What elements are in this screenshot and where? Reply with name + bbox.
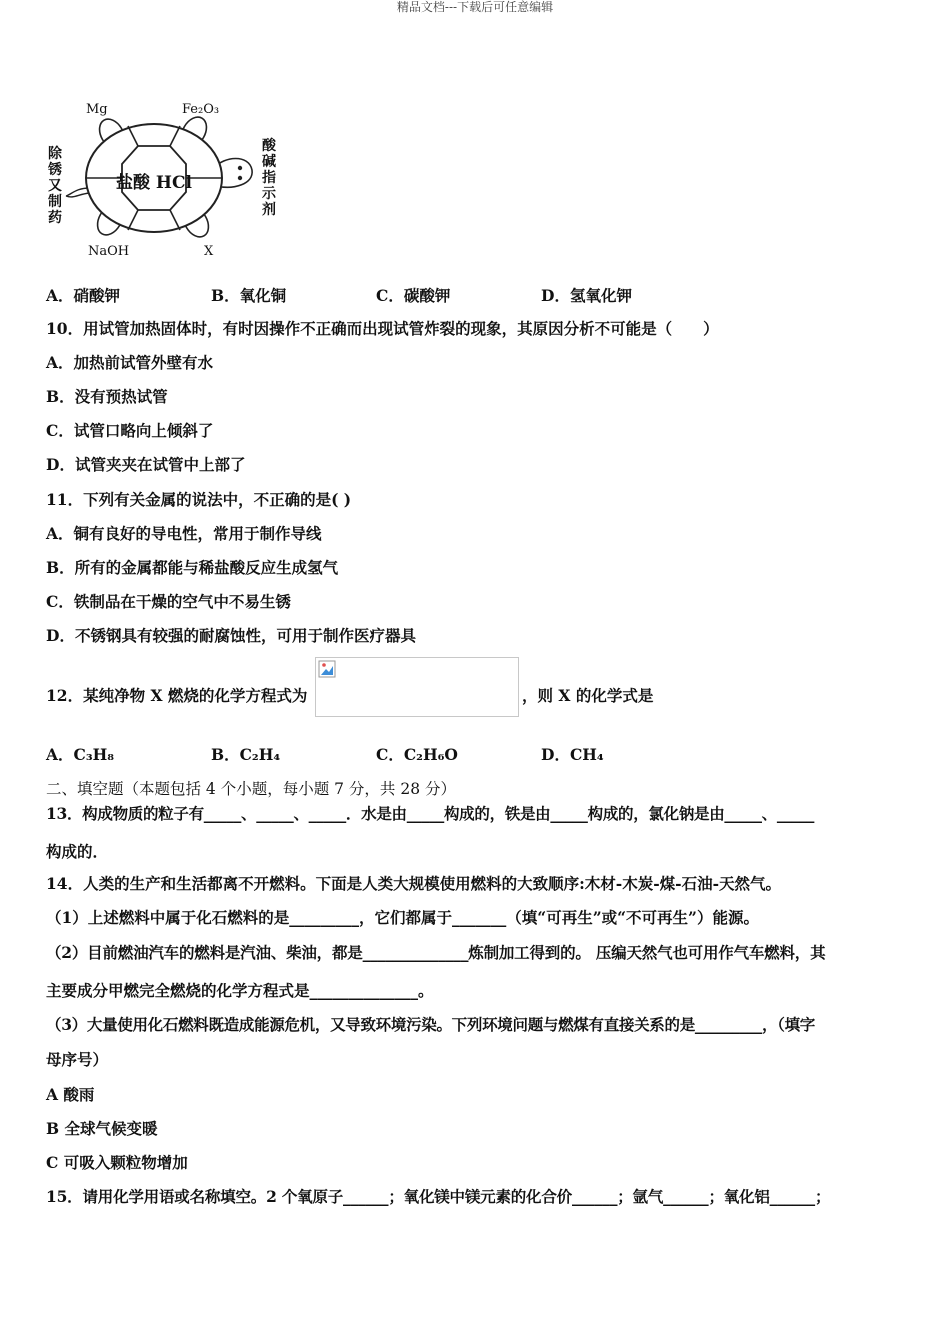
hcl-turtle-figure: [44, 96, 284, 264]
label-naoh: NaOH: [88, 244, 130, 259]
q14-part1: （1）上述燃料中属于化石燃料的是_________，它们都属于_______（填“可再生”或“不可再生”）能源。: [46, 908, 759, 927]
q10-option-b[interactable]: B．没有预热试管: [46, 387, 168, 406]
q11-option-a[interactable]: A．铜有良好的导电性，常用于制作导线: [46, 524, 322, 543]
q11-option-d[interactable]: D．不锈钢具有较强的耐腐蚀性，可用于制作医疗器具: [46, 626, 416, 645]
section-2-heading: 二、填空题（本题包括 4 个小题，每小题 7 分，共 28 分）: [46, 780, 457, 798]
label-right-vertical: 酸碱指示剂: [262, 138, 276, 218]
label-left-vertical: 除锈又制药: [48, 146, 62, 226]
q14-part3-line2: 母序号）: [46, 1050, 109, 1069]
q10-stem: 10．用试管加热固体时，有时因操作不正确而出现试管炸裂的现象，其原因分析不可能是（ ）: [46, 319, 719, 338]
q11-stem: 11．下列有关金属的说法中，不正确的是( ): [46, 490, 352, 509]
q9-option-d[interactable]: D．氢氧化钾: [541, 286, 632, 305]
q11-option-b[interactable]: B．所有的金属都能与稀盐酸反应生成氢气: [46, 558, 339, 577]
q14-option-a[interactable]: A 酸雨: [46, 1085, 95, 1104]
label-fe2o3: Fe₂O₃: [182, 102, 220, 117]
q10-option-a[interactable]: A．加热前试管外壁有水: [46, 353, 214, 372]
q14-part2-line2: 主要成分甲燃完全燃烧的化学方程式是______________。: [46, 981, 434, 1000]
q9-option-b[interactable]: B．氧化铜: [211, 286, 287, 305]
page-header: 精品文档---下载后可任意编辑: [396, 0, 554, 14]
q12-option-d[interactable]: D．CH₄: [541, 745, 604, 764]
label-x: X: [204, 244, 214, 259]
label-center-hcl: 盐酸 HCl: [116, 173, 192, 193]
q14-part2-line1: （2）目前燃油汽车的燃料是汽油、柴油，都是______________炼制加工得到的。 压编天然气也可用作气车燃料，其: [46, 943, 826, 962]
q14-option-c[interactable]: C 可吸入颗粒物增加: [46, 1153, 188, 1172]
q12-stem-after: ，则 X 的化学式是: [522, 686, 654, 705]
q14-stem: 14．人类的生产和生活都离不开燃料。下面是人类大规模使用燃料的大致顺序:木材-木炭-煤-石油-天然气。: [46, 874, 782, 893]
q14-part3-line1: （3）大量使用化石燃料既造成能源危机，又导致环境污染。下列环境问题与燃煤有直接关系的是_________，（填字: [46, 1015, 815, 1034]
q13-line1: 13．构成物质的粒子有_____、_____、_____．水是由_____构成的，铁是由_____构成的，氯化钠是由_____、_____: [46, 804, 815, 823]
q12-stem-before: 12．某纯净物 X 燃烧的化学方程式为: [46, 686, 308, 705]
q9-option-a[interactable]: A．硝酸钾: [46, 286, 121, 305]
q12-option-c[interactable]: C．C₂H₆O: [376, 745, 458, 764]
q12-option-b[interactable]: B．C₂H₄: [211, 745, 281, 764]
q15-stem: 15．请用化学用语或名称填空。2 个氧原子______；氧化镁中镁元素的化合价______；氩气______；氧化铝______；: [46, 1187, 831, 1206]
q14-option-b[interactable]: B 全球气候变暖: [46, 1119, 158, 1138]
q13-line2: 构成的．: [46, 842, 109, 861]
q10-option-d[interactable]: D．试管夹夹在试管中上部了: [46, 455, 246, 474]
q9-option-c[interactable]: C．碳酸钾: [376, 286, 451, 305]
label-mg: Mg: [86, 102, 108, 117]
equation-image-placeholder: [315, 657, 519, 717]
broken-image-icon: [318, 660, 336, 678]
q12-option-a[interactable]: A．C₃H₈: [46, 745, 115, 764]
q10-option-c[interactable]: C．试管口略向上倾斜了: [46, 421, 214, 440]
q11-option-c[interactable]: C．铁制品在干燥的空气中不易生锈: [46, 592, 291, 611]
